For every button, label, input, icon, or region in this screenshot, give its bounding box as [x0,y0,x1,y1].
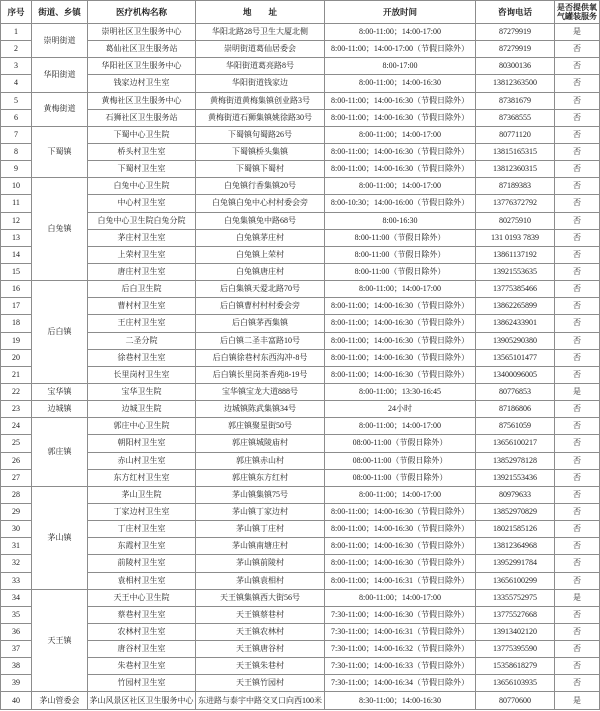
oxygen-service-cell: 否 [555,538,599,554]
hours-cell: 8:00-17:00 [325,58,475,74]
no-cell: 17 [1,298,31,314]
institution-name-cell: 东方红村卫生室 [88,470,195,486]
phone-cell: 13812360315 [476,161,554,177]
institution-name-cell: 茅庄村卫生室 [88,230,195,246]
institution-name-cell: 石狮社区卫生服务站 [88,110,195,126]
hours-cell: 8:00-11:00；14:00-16:30（节假日除外） [325,315,475,331]
address-cell: 白兔镇上荣村 [196,247,324,263]
phone-cell: 13852978128 [476,453,554,469]
phone-cell: 87279919 [476,24,554,40]
institution-name-cell: 中心村卫生室 [88,195,195,211]
header-oxygen-line-2: 气罐装服务 [557,12,597,21]
oxygen-service-cell: 否 [555,127,599,143]
phone-cell: 87189383 [476,178,554,194]
hours-cell: 8:00-11:00；14:00-17:00 [325,127,475,143]
area-cell: 华阳街道 [32,58,87,91]
hours-cell: 7:30-11:00；14:00-16:34（节假日除外） [325,675,475,691]
oxygen-service-cell: 否 [555,281,599,297]
phone-cell: 80771120 [476,127,554,143]
phone-cell: 13776372792 [476,195,554,211]
no-cell: 25 [1,435,31,451]
no-cell: 10 [1,178,31,194]
oxygen-service-cell: 否 [555,658,599,674]
address-cell: 郭庄镇城陵庙村 [196,435,324,451]
no-cell: 19 [1,333,31,349]
no-cell: 13 [1,230,31,246]
hours-cell: 8:00-11:00；14:00-16:30（节假日除外） [325,144,475,160]
header-area: 街道、乡镇 [32,1,87,23]
address-cell: 华阳北路28号卫生大厦北侧 [196,24,324,40]
phone-cell: 13812364968 [476,538,554,554]
phone-cell: 87186806 [476,401,554,417]
area-cell: 宝华镇 [32,384,87,400]
hours-cell: 8:00-11:00；14:00-16:30（节假日除外） [325,521,475,537]
address-cell: 后白镇二圣丰富路10号 [196,333,324,349]
phone-cell: 87381679 [476,93,554,109]
hours-cell: 7:30-11:00；14:00-16:30（节假日除外） [325,607,475,623]
institution-name-cell: 前陵村卫生室 [88,555,195,571]
oxygen-service-cell: 否 [555,195,599,211]
address-cell: 后白镇茅西集镇 [196,315,324,331]
hours-cell: 8:00-11:00；14:00-16:30（节假日除外） [325,333,475,349]
institution-name-cell: 曹村村卫生室 [88,298,195,314]
area-cell: 下蜀镇 [32,127,87,177]
hours-cell: 8:00-11:00（节假日除外） [325,230,475,246]
no-cell: 6 [1,110,31,126]
hours-cell: 7:30-11:00；14:00-16:31（节假日除外） [325,624,475,640]
hours-cell: 7:30-11:00；14:00-16:33（节假日除外） [325,658,475,674]
address-cell: 华阳街道钱家边 [196,75,324,91]
area-cell: 崇明街道 [32,24,87,57]
institution-name-cell: 唐谷村卫生室 [88,641,195,657]
oxygen-service-cell: 否 [555,144,599,160]
institution-name-cell: 白兔中心卫生院白兔分院 [88,213,195,229]
phone-cell: 13862433901 [476,315,554,331]
oxygen-service-cell: 否 [555,521,599,537]
institution-name-cell: 郭庄中心卫生院 [88,418,195,434]
phone-cell: 80770600 [476,692,554,708]
address-cell: 天王镇朱巷村 [196,658,324,674]
oxygen-service-cell: 否 [555,41,599,57]
institution-name-cell: 朱巷村卫生室 [88,658,195,674]
hours-cell: 8:00-11:00；14:00-17:00 [325,418,475,434]
address-cell: 茅山镇袁相村 [196,573,324,589]
no-cell: 38 [1,658,31,674]
phone-cell: 131 0193 7839 [476,230,554,246]
address-cell: 东进路与泰宇中路交叉口向西100米 [196,692,324,708]
oxygen-service-cell: 否 [555,333,599,349]
institution-name-cell: 上荣村卫生室 [88,247,195,263]
no-cell: 1 [1,24,31,40]
oxygen-service-cell: 否 [555,93,599,109]
phone-cell: 13400096005 [476,367,554,383]
header-oxygen-service [555,1,599,23]
oxygen-service-cell: 否 [555,367,599,383]
address-cell: 后白镇徐巷村东西沟冲-8号 [196,350,324,366]
area-cell: 黄梅街道 [32,93,87,126]
hours-cell: 8:00-11:00；14:00-16:30（节假日除外） [325,298,475,314]
oxygen-service-cell: 否 [555,573,599,589]
institution-name-cell: 葛仙社区卫生服务站 [88,41,195,57]
oxygen-service-cell: 是 [555,590,599,606]
hours-cell: 8:00-11:00；13:30-16:45 [325,384,475,400]
address-cell: 后白集镇天爱北路70号 [196,281,324,297]
oxygen-service-cell: 否 [555,350,599,366]
no-cell: 18 [1,315,31,331]
institution-name-cell: 边城卫生院 [88,401,195,417]
oxygen-service-cell: 否 [555,75,599,91]
oxygen-service-cell: 否 [555,315,599,331]
address-cell: 天王镇农林村 [196,624,324,640]
institution-name-cell: 黄梅社区卫生服务中心 [88,93,195,109]
address-cell: 天王镇竹园村 [196,675,324,691]
phone-cell: 13656103935 [476,675,554,691]
oxygen-service-cell: 否 [555,641,599,657]
address-cell: 崇明街道葛仙居委会 [196,41,324,57]
area-cell: 白兔镇 [32,178,87,280]
address-cell: 天王镇集镇西大街56号 [196,590,324,606]
no-cell: 16 [1,281,31,297]
address-cell: 天王镇唐谷村 [196,641,324,657]
institution-name-cell: 竹园村卫生室 [88,675,195,691]
institution-name-cell: 赤山村卫生室 [88,453,195,469]
phone-cell: 80275910 [476,213,554,229]
phone-cell: 87368555 [476,110,554,126]
area-cell: 茅山管委会 [32,692,87,708]
oxygen-service-cell: 否 [555,264,599,280]
hours-cell: 08:00-11:00（节假日除外） [325,470,475,486]
hours-cell: 8:00-11:00（节假日除外） [325,247,475,263]
no-cell: 37 [1,641,31,657]
institution-name-cell: 长里岗村卫生室 [88,367,195,383]
no-cell: 33 [1,573,31,589]
area-cell: 天王镇 [32,590,87,692]
phone-cell: 13952991784 [476,555,554,571]
institution-name-cell: 下蜀中心卫生院 [88,127,195,143]
header-address: 地 址 [196,1,324,23]
institution-name-cell: 蔡巷村卫生室 [88,607,195,623]
hours-cell: 8:30-11:00；14:00-16:30 [325,692,475,708]
address-cell: 茅山镇丁家边村 [196,504,324,520]
oxygen-service-cell: 否 [555,178,599,194]
oxygen-service-cell: 否 [555,110,599,126]
address-cell: 白兔镇白兔中心村村委会旁 [196,195,324,211]
hours-cell: 8:00-11:00；14:00-16:30（节假日除外） [325,350,475,366]
oxygen-service-cell: 否 [555,230,599,246]
address-cell: 后白镇长里岗茶香苑8-19号 [196,367,324,383]
no-cell: 7 [1,127,31,143]
hours-cell: 8:00-11:00；14:00-16:31（节假日除外） [325,573,475,589]
address-cell: 茅山镇南塘庄村 [196,538,324,554]
hours-cell: 8:00-11:00；14:00-16:30（节假日除外） [325,504,475,520]
oxygen-service-cell: 否 [555,487,599,503]
no-cell: 9 [1,161,31,177]
address-cell: 天王镇蔡巷村 [196,607,324,623]
hours-cell: 24小时 [325,401,475,417]
institution-name-cell: 华阳社区卫生服务中心 [88,58,195,74]
no-cell: 29 [1,504,31,520]
institution-name-cell: 袁相村卫生室 [88,573,195,589]
oxygen-service-cell: 否 [555,213,599,229]
no-cell: 8 [1,144,31,160]
institution-name-cell: 朝阳村卫生室 [88,435,195,451]
institution-name-cell: 丁庄村卫生室 [88,521,195,537]
address-cell: 下蜀镇下蜀村 [196,161,324,177]
address-cell: 下蜀镇句蜀路26号 [196,127,324,143]
no-cell: 5 [1,93,31,109]
institution-name-cell: 东霞村卫生室 [88,538,195,554]
oxygen-service-cell: 否 [555,504,599,520]
no-cell: 28 [1,487,31,503]
institution-name-cell: 二圣分院 [88,333,195,349]
no-cell: 22 [1,384,31,400]
institution-name-cell: 王庄村卫生室 [88,315,195,331]
oxygen-service-cell: 否 [555,418,599,434]
area-cell: 茅山镇 [32,487,87,589]
institution-name-cell: 白兔中心卫生院 [88,178,195,194]
address-cell: 黄梅街道石狮集镇姚徐路30号 [196,110,324,126]
hours-cell: 8:00-16:30 [325,213,475,229]
hours-cell: 8:00-11:00；14:00-17:00 [325,178,475,194]
hours-cell: 8:00-11:00；14:00-16:30（节假日除外） [325,110,475,126]
no-cell: 11 [1,195,31,211]
institution-name-cell: 徐巷村卫生室 [88,350,195,366]
no-cell: 20 [1,350,31,366]
hours-cell: 8:00-11:00；14:00-16:30（节假日除外） [325,93,475,109]
phone-cell: 13775527668 [476,607,554,623]
address-cell: 宝华镇宝龙大道888号 [196,384,324,400]
phone-cell: 13355752975 [476,590,554,606]
hours-cell: 8:00-11:00（节假日除外） [325,264,475,280]
hours-cell: 8:00-11:00；14:00-17:00（节假日除外） [325,41,475,57]
phone-cell: 13656100299 [476,573,554,589]
phone-cell: 13852970829 [476,504,554,520]
hours-cell: 8:00-11:00；14:00-17:00 [325,487,475,503]
institution-name-cell: 茅山卫生院 [88,487,195,503]
area-cell: 郭庄镇 [32,418,87,486]
hours-cell: 7:30-11:00；14:00-16:32（节假日除外） [325,641,475,657]
header-no: 序号 [1,1,31,23]
address-cell: 边城镇陈武集镇34号 [196,401,324,417]
phone-cell: 80776853 [476,384,554,400]
hours-cell: 8:00-11:00；14:00-16:30（节假日除外） [325,555,475,571]
hours-cell: 8:00-11:00；14:00-16:30（节假日除外） [325,367,475,383]
institution-name-cell: 后白卫生院 [88,281,195,297]
no-cell: 36 [1,624,31,640]
oxygen-service-cell: 是 [555,384,599,400]
hours-cell: 08:00-11:00（节假日除外） [325,435,475,451]
no-cell: 2 [1,41,31,57]
no-cell: 23 [1,401,31,417]
oxygen-service-cell: 否 [555,624,599,640]
phone-cell: 13775385466 [476,281,554,297]
no-cell: 14 [1,247,31,263]
oxygen-service-cell: 否 [555,607,599,623]
hours-cell: 8:00-11:00；14:00-16:30（节假日除外） [325,538,475,554]
oxygen-service-cell: 否 [555,58,599,74]
no-cell: 39 [1,675,31,691]
hours-cell: 8:00-11:00；14:00-17:00 [325,281,475,297]
no-cell: 40 [1,692,31,708]
phone-cell: 13775395590 [476,641,554,657]
oxygen-service-cell: 否 [555,675,599,691]
hours-cell: 8:00-11:00；14:00-17:00 [325,590,475,606]
institution-name-cell: 下蜀村卫生室 [88,161,195,177]
oxygen-service-cell: 否 [555,555,599,571]
address-cell: 郭庄镇赤山村 [196,453,324,469]
oxygen-service-cell: 否 [555,470,599,486]
hours-cell: 8:00-11:00；14:00-16:30（节假日除外） [325,161,475,177]
no-cell: 27 [1,470,31,486]
phone-cell: 15358618279 [476,658,554,674]
address-cell: 白兔镇唐庄村 [196,264,324,280]
phone-cell: 87279919 [476,41,554,57]
no-cell: 30 [1,521,31,537]
hours-cell: 8:00-10:30；14:00-16:00（节假日除外） [325,195,475,211]
no-cell: 15 [1,264,31,280]
phone-cell: 13913402120 [476,624,554,640]
no-cell: 35 [1,607,31,623]
no-cell: 26 [1,453,31,469]
phone-cell: 13921553436 [476,470,554,486]
institution-name-cell: 崇明社区卫生服务中心 [88,24,195,40]
institution-name-cell: 茅山风景区社区卫生服务中心 [88,692,195,708]
address-cell: 白兔镇茅庄村 [196,230,324,246]
phone-cell: 13862265899 [476,298,554,314]
area-cell: 后白镇 [32,281,87,383]
institution-name-cell: 宝华卫生院 [88,384,195,400]
institution-name-cell: 农林村卫生室 [88,624,195,640]
address-cell: 后白镇曹村村村委会旁 [196,298,324,314]
oxygen-service-cell: 是 [555,24,599,40]
address-cell: 茅山镇丁庄村 [196,521,324,537]
phone-cell: 13861137192 [476,247,554,263]
address-cell: 下蜀镇桥头集镇 [196,144,324,160]
hours-cell: 8:00-11:00；14:00-16:30 [325,75,475,91]
header-oxygen-line-1: 是否提供氧 [557,2,597,12]
no-cell: 34 [1,590,31,606]
phone-cell: 80979633 [476,487,554,503]
address-cell: 黄梅街道黄梅集镇创业路3号 [196,93,324,109]
area-cell: 边城镇 [32,401,87,417]
institution-name-cell: 钱家边村卫生室 [88,75,195,91]
oxygen-service-cell: 否 [555,435,599,451]
no-cell: 4 [1,75,31,91]
institution-name-cell: 丁家边村卫生室 [88,504,195,520]
oxygen-service-cell: 否 [555,453,599,469]
institution-name-cell: 天王中心卫生院 [88,590,195,606]
institution-name-cell: 桥头村卫生室 [88,144,195,160]
oxygen-service-cell: 否 [555,401,599,417]
phone-cell: 87561059 [476,418,554,434]
address-cell: 白兔集镇兔中路68号 [196,213,324,229]
header-hours: 开放时间 [325,1,475,23]
phone-cell: 13921553635 [476,264,554,280]
phone-cell: 13905290380 [476,333,554,349]
phone-cell: 13656100217 [476,435,554,451]
no-cell: 21 [1,367,31,383]
oxygen-service-cell: 否 [555,161,599,177]
oxygen-service-cell: 否 [555,247,599,263]
hours-cell: 08:00-11:00（节假日除外） [325,453,475,469]
no-cell: 24 [1,418,31,434]
address-cell: 白兔镇行香集镇20号 [196,178,324,194]
address-cell: 郭庄镇聚星街50号 [196,418,324,434]
address-cell: 茅山镇集镇75号 [196,487,324,503]
hours-cell: 8:00-11:00；14:00-17:00 [325,24,475,40]
phone-cell: 80300136 [476,58,554,74]
no-cell: 31 [1,538,31,554]
phone-cell: 18021585126 [476,521,554,537]
header-institution-name: 医疗机构名称 [88,1,195,23]
no-cell: 32 [1,555,31,571]
institution-name-cell: 唐庄村卫生室 [88,264,195,280]
address-cell: 茅山镇前陵村 [196,555,324,571]
phone-cell: 13815165315 [476,144,554,160]
no-cell: 12 [1,213,31,229]
oxygen-service-cell: 是 [555,692,599,708]
address-cell: 华阳街道葛亮路8号 [196,58,324,74]
header-phone: 咨询电话 [476,1,554,23]
phone-cell: 13565101477 [476,350,554,366]
no-cell: 3 [1,58,31,74]
oxygen-service-cell: 否 [555,298,599,314]
address-cell: 郭庄镇东方红村 [196,470,324,486]
phone-cell: 13812363500 [476,75,554,91]
